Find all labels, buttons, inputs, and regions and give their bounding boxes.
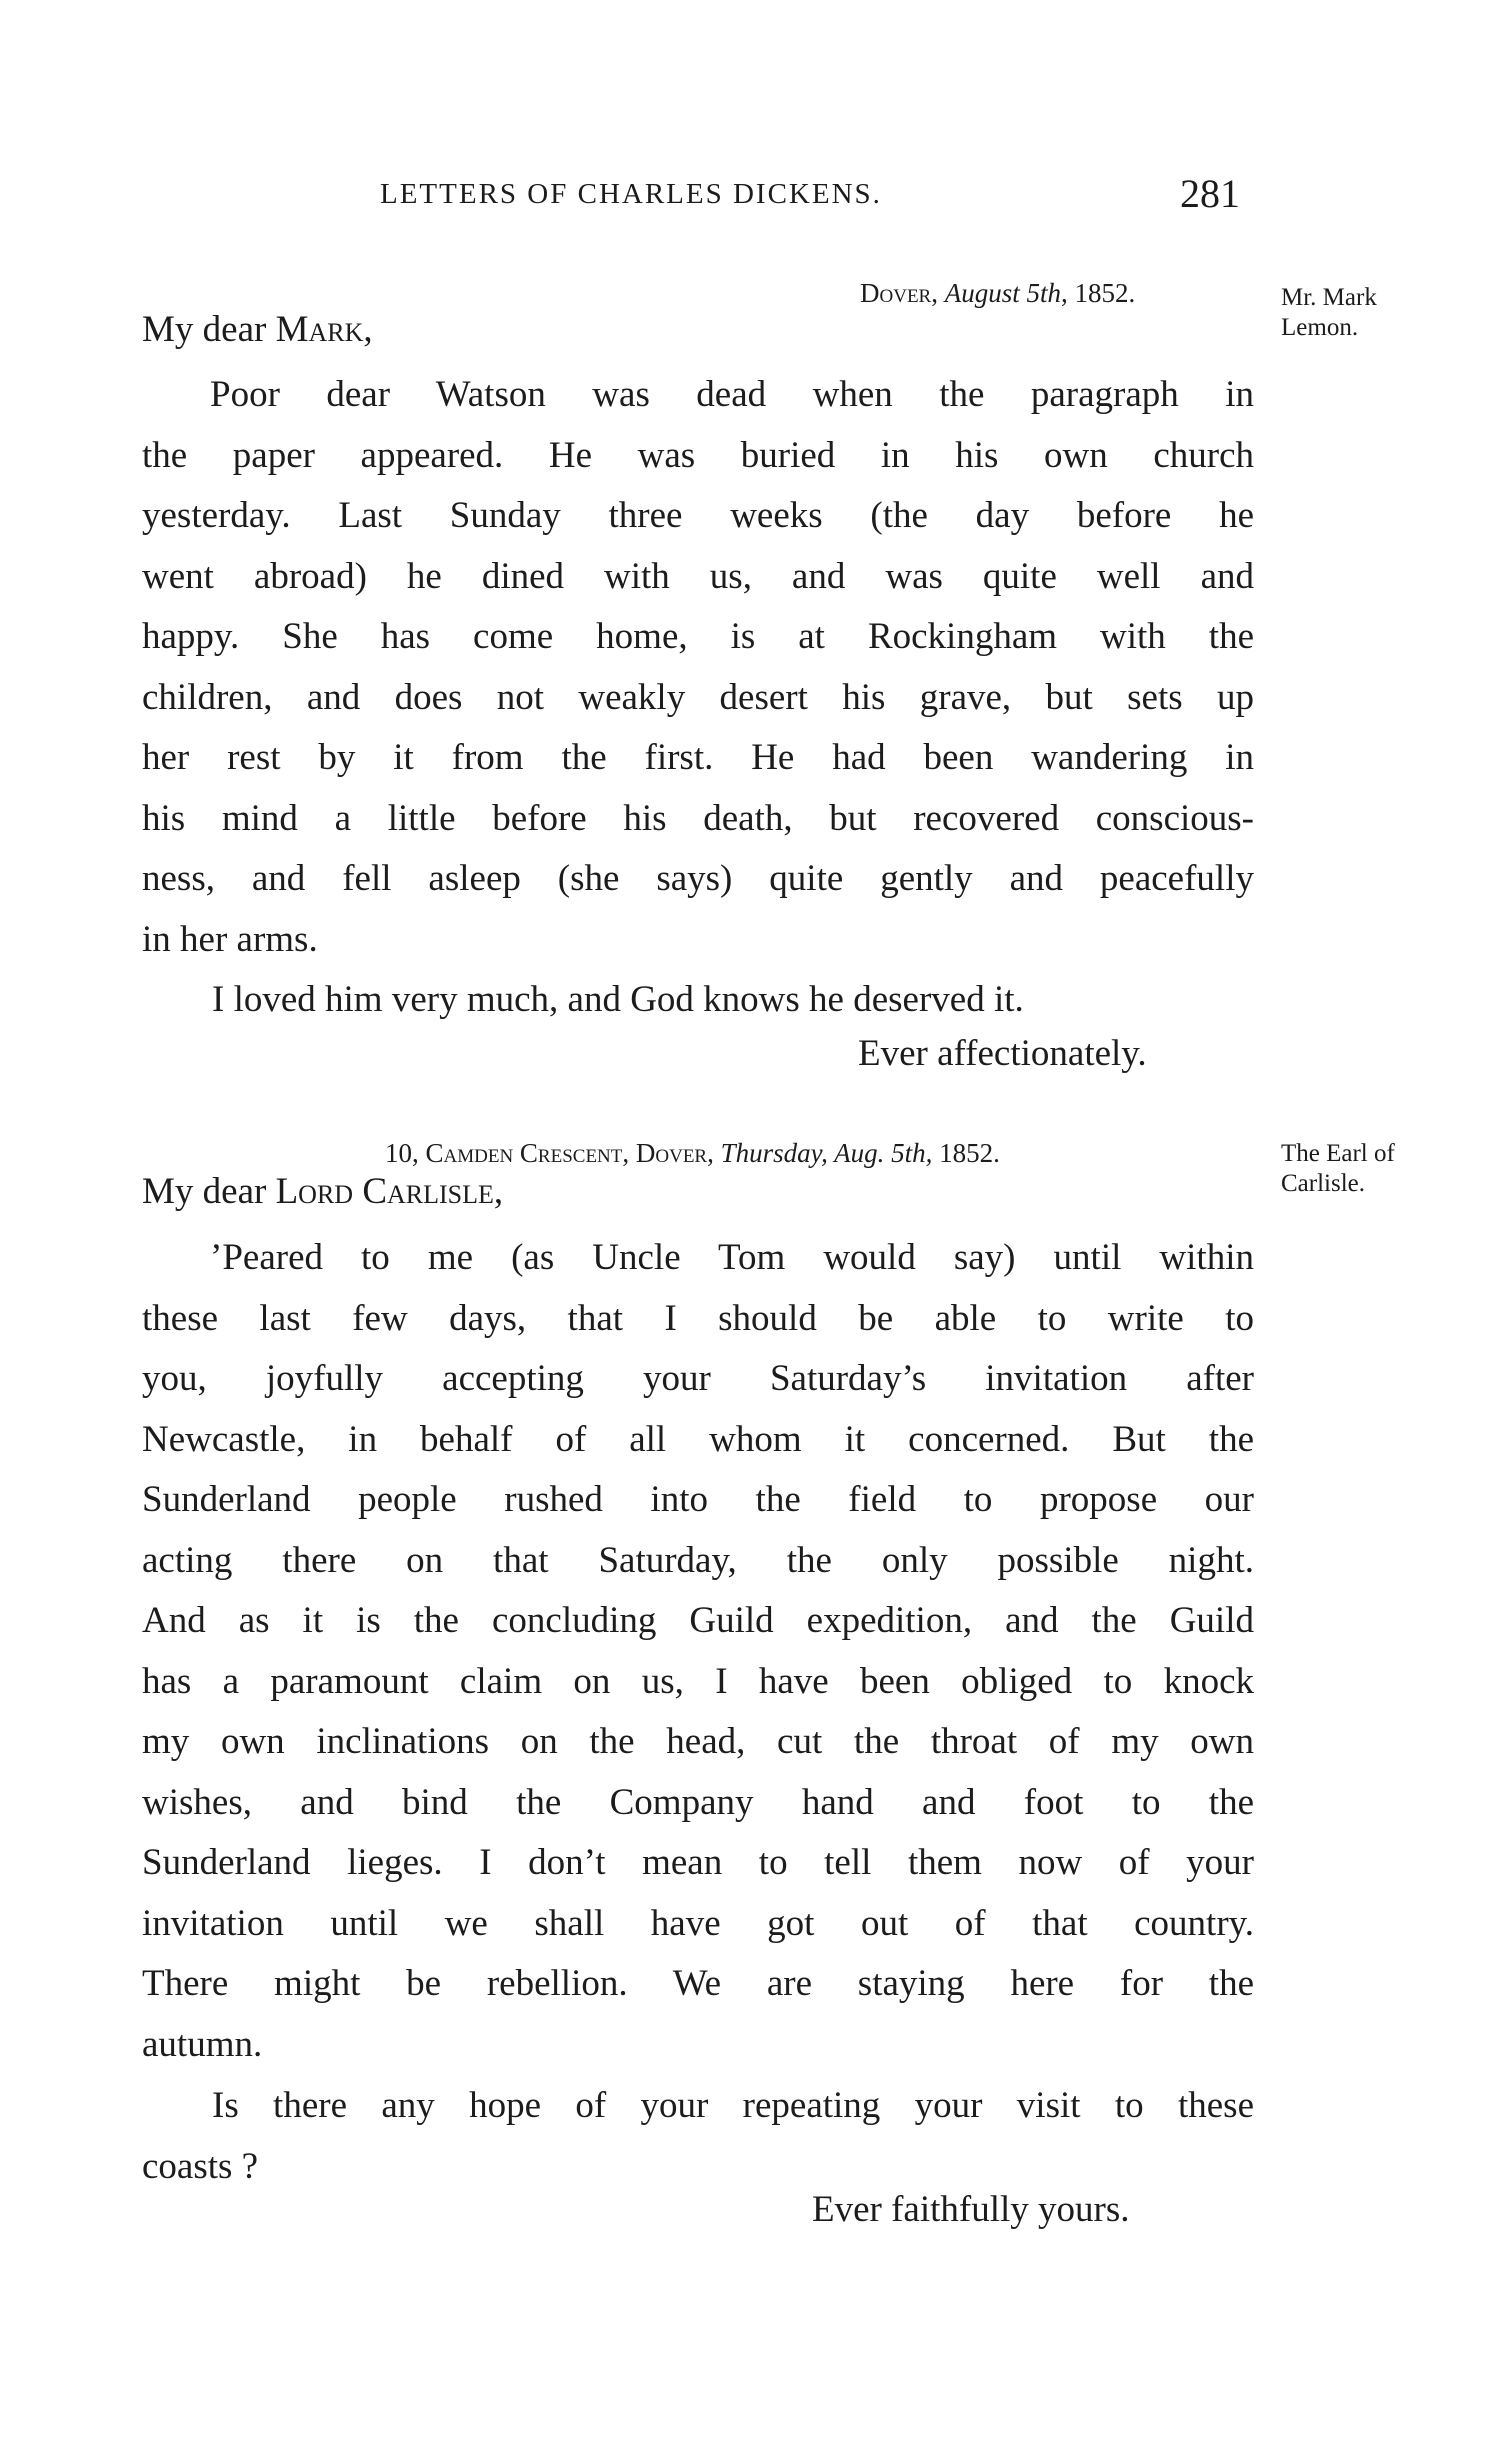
salutation-lead: My dear <box>142 309 276 350</box>
text-line: has a paramount claim on us, I have been obliged to knock <box>142 1660 1254 1702</box>
text-line: ’Peared to me (as Uncle Tom would say) until within <box>210 1237 1254 1278</box>
text-line: Sunderland people rushed into the field to propose our <box>142 1479 1254 1520</box>
text-line: these last few days, that I should be able to write to <box>142 1297 1254 1339</box>
text-line: Newcastle, in behalf of all whom it concerned. But the <box>142 1418 1254 1460</box>
text-line: acting there on that Saturday, the only possible night. <box>142 1539 1254 1581</box>
recipient-note-line: Mr. Mark <box>1281 284 1377 311</box>
letter-2-salutation <box>142 1170 503 1213</box>
text-line: Sunderland lieges. I don’t mean to tell them now of your <box>142 1842 1254 1883</box>
salutation-name: Lord Carlisle, <box>275 1171 504 1212</box>
text-line: in her arms. <box>142 918 318 960</box>
text-line: yesterday. Last Sunday three weeks (the day before he <box>142 495 1254 536</box>
letter-1-salutation <box>142 308 373 351</box>
text-line: the paper appeared. He was buried in his own church <box>142 434 1254 476</box>
letter-1-recipient-note <box>1281 283 1456 343</box>
text-line: I loved him very much, and God knows he deserved it. <box>212 979 1024 1020</box>
letter-1-paragraph-2 <box>142 970 1254 1031</box>
recipient-note-line: The Earl of <box>1281 1140 1395 1167</box>
recipient-note-line: Lemon. <box>1281 314 1359 341</box>
page-number: 281 <box>1180 171 1240 216</box>
letter-1-dateline-year: 1852. <box>1074 278 1136 308</box>
text-line: my own inclinations on the head, cut the throat of my own <box>142 1721 1254 1762</box>
text-line: wishes, and bind the Company hand and foot to the <box>142 1781 1254 1823</box>
letter-1-dateline-date: August 5th <box>944 278 1061 308</box>
letter-2-signoff: Ever faithfully yours. <box>812 2189 1130 2230</box>
recipient-note-line: Carlisle. <box>1281 1170 1366 1197</box>
letter-2-paragraph-1 <box>142 1228 1254 2075</box>
letter-1-dateline: Dover, August 5th, 1852. <box>860 278 1136 308</box>
letter-2-paragraph-2 <box>142 2076 1254 2197</box>
letter-2-dateline-year: 1852. <box>939 1138 1000 1168</box>
text-line: her rest by it from the first. He had been wandering in <box>142 737 1254 778</box>
letter-2-dateline-address: 10, Camden Crescent, Dover, <box>385 1138 714 1168</box>
letter-1-dateline-place: Dover <box>860 278 932 308</box>
text-line: Poor dear Watson was dead when the paragraph in <box>210 374 1254 415</box>
text-line: his mind a little before his death, but recovered conscious- <box>142 797 1254 839</box>
text-line: went abroad) he dined with us, and was quite well and <box>142 555 1254 597</box>
letter-2-dateline-day: Thursday, Aug. 5th, <box>720 1138 933 1168</box>
text-line: children, and does not weakly desert his grave, but sets up <box>142 676 1254 718</box>
text-line: happy. She has come home, is at Rockingham with the <box>142 616 1254 657</box>
salutation-name: Mark, <box>275 309 373 350</box>
salutation-lead: My dear <box>142 1171 276 1212</box>
text-line: coasts ? <box>142 2145 259 2187</box>
text-line: invitation until we shall have got out of that country. <box>142 1902 1254 1944</box>
letter-2-dateline <box>385 1138 1000 1169</box>
running-title: LETTERS OF CHARLES DICKENS. <box>380 178 882 210</box>
text-line: There might be rebellion. We are staying here for the <box>142 1963 1254 2004</box>
letter-1-signoff: Ever affectionately. <box>858 1033 1147 1074</box>
text-line: ness, and fell asleep (she says) quite gently and peacefully <box>142 858 1254 899</box>
text-line: you, joyfully accepting your Saturday’s invitation after <box>142 1358 1254 1399</box>
text-line: autumn. <box>142 2023 263 2065</box>
letter-2-recipient-note <box>1281 1139 1456 1199</box>
text-line: Is there any hope of your repeating your visit to these <box>212 2085 1254 2126</box>
text-line: And as it is the concluding Guild expedition, and the Guild <box>142 1600 1254 1641</box>
letter-1-paragraph-1 <box>142 365 1254 970</box>
